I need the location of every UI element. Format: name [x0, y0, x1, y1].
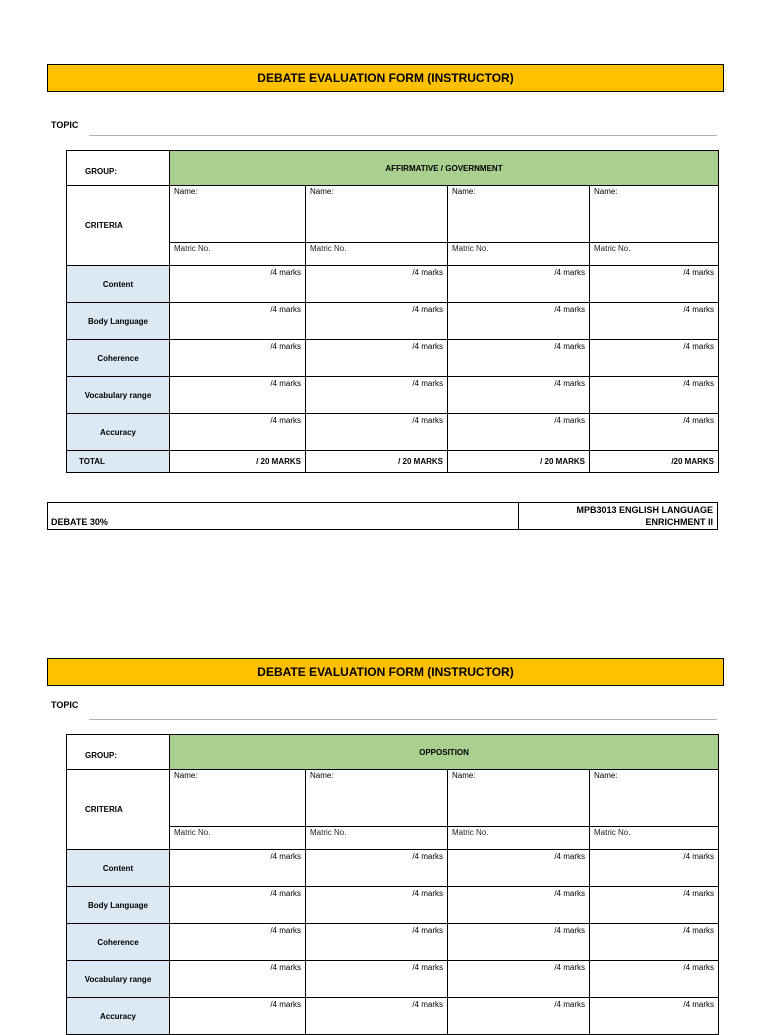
form2-topic-field[interactable]	[89, 719, 717, 720]
mark-field[interactable]: /4 marks	[306, 414, 448, 451]
mark-field[interactable]: /4 marks	[306, 303, 448, 340]
matric-field[interactable]: Matric No.	[306, 243, 448, 266]
total-field[interactable]: / 20 MARKS	[448, 451, 590, 473]
mark-field[interactable]: /4 marks	[170, 924, 306, 961]
mark-field[interactable]: /4 marks	[170, 887, 306, 924]
mark-field[interactable]: /4 marks	[590, 961, 719, 998]
form2-evaluation-table	[66, 734, 719, 1035]
mark-field[interactable]: /4 marks	[170, 961, 306, 998]
mark-field[interactable]: /4 marks	[448, 414, 590, 451]
form2-title: DEBATE EVALUATION FORM (INSTRUCTOR)	[47, 658, 724, 686]
mark-field[interactable]: /4 marks	[306, 887, 448, 924]
mark-field[interactable]: /4 marks	[448, 887, 590, 924]
footer-weight: DEBATE 30%	[51, 517, 108, 527]
total-field[interactable]: /20 MARKS	[590, 451, 719, 473]
footer-course	[518, 503, 717, 529]
matric-field[interactable]: Matric No.	[590, 827, 719, 850]
mark-field[interactable]: /4 marks	[170, 266, 306, 303]
mark-field[interactable]: /4 marks	[306, 266, 448, 303]
criterion-label: Accuracy	[67, 414, 170, 451]
mark-field[interactable]: /4 marks	[170, 414, 306, 451]
criterion-label: Coherence	[67, 924, 170, 961]
matric-field[interactable]: Matric No.	[448, 827, 590, 850]
name-field[interactable]: Name:	[590, 770, 719, 827]
mark-field[interactable]: /4 marks	[170, 850, 306, 887]
mark-field[interactable]: /4 marks	[306, 377, 448, 414]
form1-evaluation-table	[66, 150, 719, 473]
matric-field[interactable]: Matric No.	[590, 243, 719, 266]
footer	[47, 502, 718, 530]
side-header: OPPOSITION	[170, 735, 719, 770]
side-header: AFFIRMATIVE / GOVERNMENT	[170, 151, 719, 186]
mark-field[interactable]: /4 marks	[306, 961, 448, 998]
mark-field[interactable]: /4 marks	[590, 266, 719, 303]
mark-field[interactable]: /4 marks	[590, 924, 719, 961]
mark-field[interactable]: /4 marks	[590, 414, 719, 451]
criteria-label-cell: CRITERIA	[67, 770, 170, 850]
mark-field[interactable]: /4 marks	[590, 340, 719, 377]
matric-field[interactable]: Matric No.	[306, 827, 448, 850]
form2-topic-label: TOPIC	[51, 700, 79, 710]
matric-field[interactable]: Matric No.	[170, 827, 306, 850]
mark-field[interactable]: /4 marks	[448, 303, 590, 340]
matric-field[interactable]: Matric No.	[448, 243, 590, 266]
name-field[interactable]: Name:	[448, 770, 590, 827]
mark-field[interactable]: /4 marks	[448, 377, 590, 414]
group-label-cell: GROUP:	[67, 735, 170, 770]
total-field[interactable]: / 20 MARKS	[170, 451, 306, 473]
mark-field[interactable]: /4 marks	[306, 850, 448, 887]
matric-field[interactable]: Matric No.	[170, 243, 306, 266]
criteria-label-cell: CRITERIA	[67, 186, 170, 266]
name-field[interactable]: Name:	[170, 186, 306, 243]
mark-field[interactable]: /4 marks	[170, 377, 306, 414]
mark-field[interactable]: /4 marks	[306, 340, 448, 377]
group-label-cell: GROUP:	[67, 151, 170, 186]
mark-field[interactable]: /4 marks	[170, 340, 306, 377]
criterion-label: Coherence	[67, 340, 170, 377]
mark-field[interactable]: /4 marks	[448, 850, 590, 887]
total-label: TOTAL	[67, 451, 170, 473]
mark-field[interactable]: /4 marks	[590, 303, 719, 340]
mark-field[interactable]: /4 marks	[170, 998, 306, 1035]
mark-field[interactable]: /4 marks	[448, 998, 590, 1035]
name-field[interactable]: Name:	[448, 186, 590, 243]
mark-field[interactable]: /4 marks	[306, 924, 448, 961]
criterion-label: Body Language	[67, 303, 170, 340]
mark-field[interactable]: /4 marks	[590, 887, 719, 924]
mark-field[interactable]: /4 marks	[170, 303, 306, 340]
form1-title: DEBATE EVALUATION FORM (INSTRUCTOR)	[47, 64, 724, 92]
mark-field[interactable]: /4 marks	[590, 850, 719, 887]
footer-course-line1: MPB3013 ENGLISH LANGUAGE	[576, 505, 713, 515]
mark-field[interactable]: /4 marks	[590, 377, 719, 414]
criterion-label: Body Language	[67, 887, 170, 924]
mark-field[interactable]: /4 marks	[590, 998, 719, 1035]
name-field[interactable]: Name:	[590, 186, 719, 243]
mark-field[interactable]: /4 marks	[448, 961, 590, 998]
mark-field[interactable]: /4 marks	[448, 266, 590, 303]
name-field[interactable]: Name:	[306, 770, 448, 827]
name-field[interactable]: Name:	[170, 770, 306, 827]
total-field[interactable]: / 20 MARKS	[306, 451, 448, 473]
mark-field[interactable]: /4 marks	[448, 340, 590, 377]
name-field[interactable]: Name:	[306, 186, 448, 243]
criterion-label: Content	[67, 850, 170, 887]
form1-topic-field[interactable]	[89, 135, 717, 136]
criterion-label: Vocabulary range	[67, 961, 170, 998]
mark-field[interactable]: /4 marks	[306, 998, 448, 1035]
criterion-label: Vocabulary range	[67, 377, 170, 414]
mark-field[interactable]: /4 marks	[448, 924, 590, 961]
form1-topic-label: TOPIC	[51, 120, 79, 130]
footer-course-line2: ENRICHMENT II	[645, 517, 713, 527]
criterion-label: Content	[67, 266, 170, 303]
criterion-label: Accuracy	[67, 998, 170, 1035]
